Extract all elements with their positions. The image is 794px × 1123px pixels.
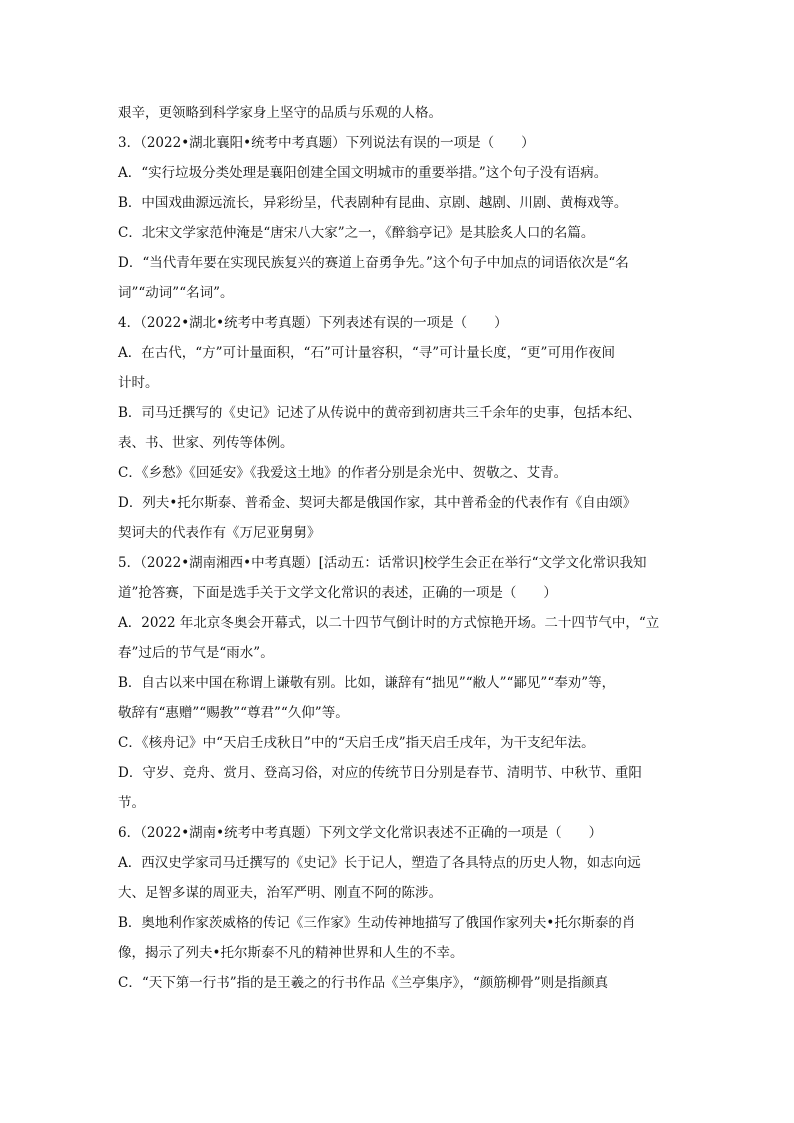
question-6-option-c: C．“天下第一行书”指的是王羲之的行书作品《兰亭集序》，“颜筋柳骨”则是指颜真 xyxy=(118,975,609,991)
question-5-option-b-cont: 敬辞有“惠赠”“赐教”“尊君”“久仰”等。 xyxy=(118,705,349,721)
question-3-option-c: C．北宋文学家范仲淹是“唐宋八大家”之一，《醉翁亭记》是其脍炙人口的名篇。 xyxy=(118,225,595,241)
question-5-option-a-cont: 春”过后的节气是“雨水”。 xyxy=(118,645,274,661)
question-6-option-b: B．奥地利作家茨威格的传记《三作家》生动传神地描写了俄国作家列夫•托尔斯泰的肖 xyxy=(118,915,636,931)
question-4-option-d-cont: 契诃夫的代表作有《万尼亚舅舅》 xyxy=(118,525,321,541)
question-4-option-c: C．《乡愁》《回延安》《我爱这土地》的作者分别是余光中、贺敬之、艾青。 xyxy=(118,465,568,481)
question-5-stem-cont: 道”抢答赛，下面是选手关于文学文化常识的表述，正确的一项是（ ） xyxy=(118,585,557,601)
question-4-option-a: A．在古代，“方”可计量面积，“石”可计量容积，“寻”可计量长度，“更”可用作夜间 xyxy=(118,345,615,361)
question-5-option-d: D．守岁、竞舟、赏月、登高习俗，对应的传统节日分别是春节、清明节、中秋节、重阳 xyxy=(118,765,642,781)
question-4-option-a-cont: 计时。 xyxy=(118,375,159,391)
question-4-option-d: D．列夫•托尔斯泰、普希金、契诃夫都是俄国作家，其中普希金的代表作有《自由颂》 xyxy=(118,495,637,511)
question-5-option-d-cont: 节。 xyxy=(118,795,145,811)
question-6-option-a: A．西汉史学家司马迁撰写的《史记》长于记人，塑造了各具特点的历史人物，如志向远 xyxy=(118,855,641,871)
question-5-stem: 5．（2022•湖南湘西•中考真题）[活动五：话常识]校学生会正在举行“文学文化常识我知 xyxy=(118,555,647,571)
question-3-option-b: B．中国戏曲源远流长，异彩纷呈，代表剧种有昆曲、京剧、越剧、川剧、黄梅戏等。 xyxy=(118,195,628,211)
question-6-option-b-cont: 像，揭示了列夫•托尔斯泰不凡的精神世界和人生的不幸。 xyxy=(118,945,464,961)
question-6-option-a-cont: 大、足智多谋的周亚夫，治军严明、刚直不阿的陈涉。 xyxy=(118,885,442,901)
question-6-stem: 6．（2022•湖南•统考中考真题）下列文学文化常识表述不正确的一项是（ ） xyxy=(118,825,603,841)
text-line-continuation: 艰辛，更领略到科学家身上坚守的品质与乐观的人格。 xyxy=(118,105,442,121)
question-4-option-b: B．司马迁撰写的《史记》记述了从传说中的黄帝到初唐共三千余年的史事，包括本纪、 xyxy=(118,405,641,421)
question-5-option-b: B．自古以来中国在称谓上谦敬有别。比如，谦辞有“拙见”“敝人”“鄙见”“奉劝”等， xyxy=(118,675,616,691)
question-3-option-d: D．“当代青年要在实现民族复兴的赛道上奋勇争先。”这个句子中加点的词语依次是“名 xyxy=(118,255,629,271)
question-5-option-a: A．2022 年北京冬奥会开幕式，以二十四节气倒计时的方式惊艳开场。二十四节气中，“立 xyxy=(118,615,660,631)
question-4-option-b-cont: 表、书、世家、列传等体例。 xyxy=(118,435,294,451)
question-5-option-c: C．《核舟记》中“天启壬戌秋日”中的“天启壬戌”指天启壬戌年，为干支纪年法。 xyxy=(118,735,595,751)
question-3-stem: 3．（2022•湖北襄阳•统考中考真题）下列说法有误的一项是（ ） xyxy=(118,135,535,151)
question-4-stem: 4．（2022•湖北•统考中考真题）下列表述有误的一项是（ ） xyxy=(118,315,508,331)
question-3-option-a: A．“实行垃圾分类处理是襄阳创建全国文明城市的重要举措。”这个句子没有语病。 xyxy=(118,165,608,181)
question-3-option-d-cont: 词”“动词”“名词”。 xyxy=(118,285,234,301)
